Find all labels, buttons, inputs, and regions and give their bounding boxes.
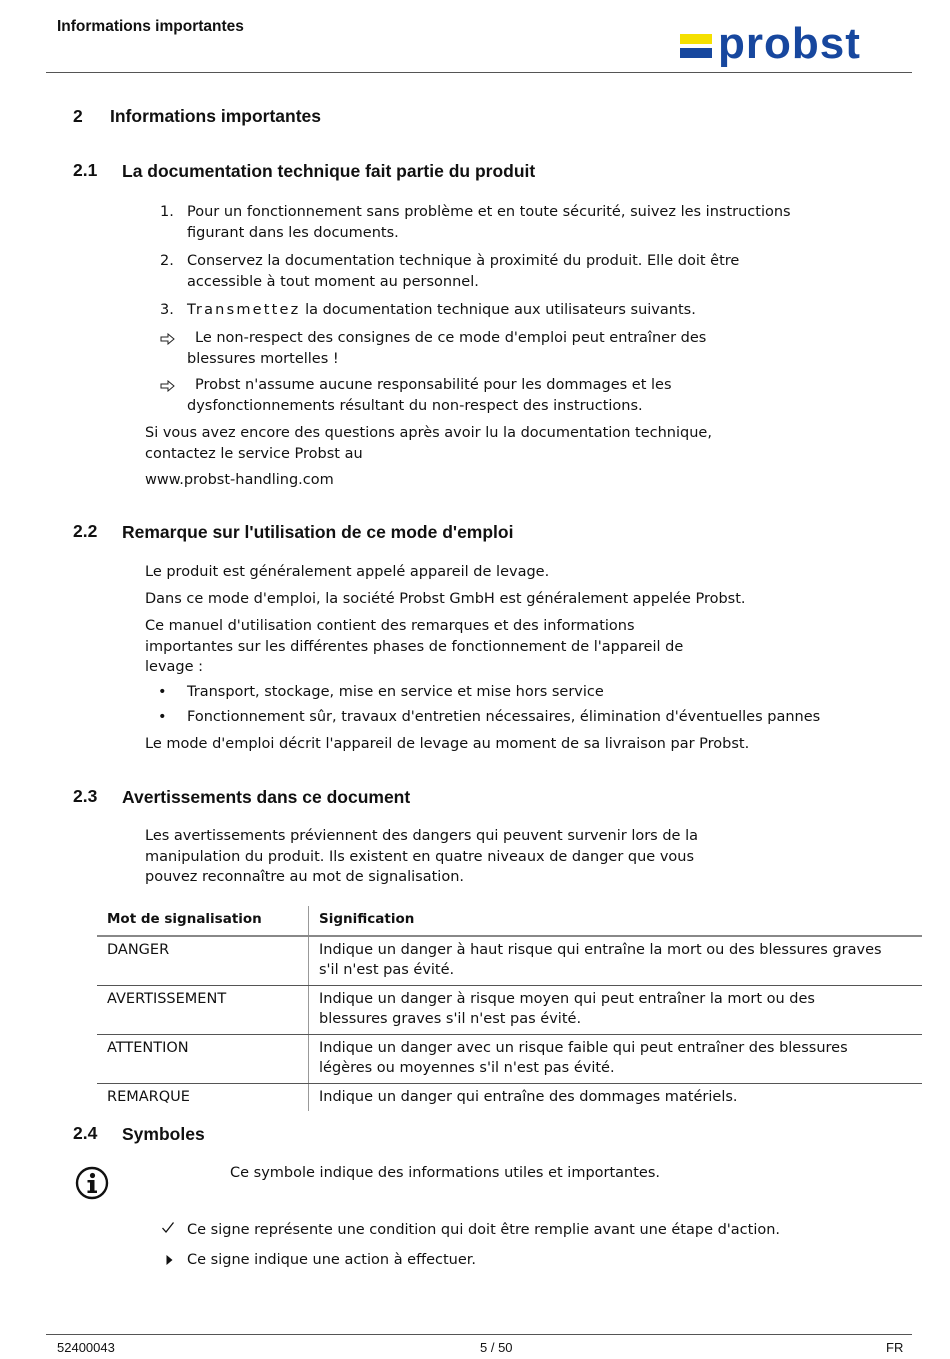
section-number: 2 (73, 106, 83, 126)
signal-word: REMARQUE (97, 1083, 309, 1111)
signal-meaning: Indique un danger à risque moyen qui peut entraîner la mort ou des blessures graves s'il n'est pas évité. (309, 985, 923, 1034)
signal-meaning: Indique un danger avec un risque faible qui peut entraîner des blessures légères ou moyennes s'il n'est pas évité. (309, 1034, 923, 1083)
arrow-right-outline-icon (160, 380, 176, 392)
s22-number: 2.2 (73, 521, 98, 541)
step-3-text: Transmettez la documentation technique aux utilisateurs suivants. (187, 302, 696, 318)
info-icon (74, 1166, 110, 1200)
s24-number: 2.4 (73, 1123, 98, 1143)
signal-word-table (97, 906, 922, 1111)
table-header-word: Mot de signalisation (97, 906, 309, 936)
language-code: FR (886, 1340, 904, 1355)
check-text: Ce signe représente une condition qui doit être remplie avant une étape d'action. (187, 1222, 781, 1238)
bullet-2: Fonctionnement sûr, travaux d'entretien nécessaires, élimination d'éventuelles pannes (187, 709, 821, 725)
s24-title: Symboles (122, 1124, 205, 1144)
s22-p4: Le mode d'emploi décrit l'appareil de levage au moment de sa livraison par Probst. (145, 736, 750, 752)
s23-number: 2.3 (73, 786, 98, 806)
brand-wordmark: probst (718, 24, 861, 68)
s22-p1: Le produit est généralement appelé appareil de levage. (145, 564, 550, 580)
checkmark-icon (161, 1221, 175, 1234)
contact-text: Si vous avez encore des questions après avoir lu la documentation technique, contactez le service Probst au (145, 425, 712, 462)
signal-meaning: Indique un danger à haut risque qui entraîne la mort ou des blessures graves s'il n'est pas évité. (309, 936, 923, 986)
table-header-meaning: Signification (309, 906, 923, 936)
step-3-lead: Transmettez (187, 302, 301, 318)
step-3-number: 3. (160, 302, 174, 318)
s21-number: 2.1 (73, 160, 98, 180)
step-1-text: Pour un fonctionnement sans problème et en toute sécurité, suivez les instructions figurant dans les documents. (187, 204, 791, 241)
info-text: Ce symbole indique des informations utiles et importantes. (230, 1165, 661, 1181)
signal-word: ATTENTION (97, 1034, 309, 1083)
header-title: Informations importantes (57, 18, 244, 35)
step-1-number: 1. (160, 204, 174, 220)
s22-title: Remarque sur l'utilisation de ce mode d'emploi (122, 522, 514, 542)
signal-word: AVERTISSEMENT (97, 985, 309, 1034)
bullet-1: Transport, stockage, mise en service et mise hors service (187, 684, 604, 700)
triangle-right-icon (165, 1254, 174, 1266)
s23-intro: Les avertissements préviennent des dangers qui peuvent survenir lors de la manipulation du produit. Ils existent en quatre niveaux de danger que vous pouvez reconnaître au mot de signalisation. (145, 828, 698, 885)
result-2-text: Probst n'assume aucune responsabilité pour les dommages et les dysfonctionnements résultant du non-respect des instructions. (187, 377, 672, 414)
footer-rule (46, 1334, 912, 1335)
s22-p3: Ce manuel d'utilisation contient des remarques et des informations importantes sur les différentes phases de fonctionnement de l'appareil de levage : (145, 618, 684, 675)
signal-meaning: Indique un danger qui entraîne des dommages matériels. (319, 1088, 738, 1105)
step-2-text: Conservez la documentation technique à proximité du produit. Elle doit être accessible à tout moment au personnel. (187, 253, 740, 290)
page-number: 5 / 50 (480, 1340, 513, 1355)
table-row (97, 936, 922, 986)
arrow-right-outline-icon (160, 333, 176, 345)
table-row (97, 1083, 922, 1111)
table-row (97, 1034, 922, 1083)
probst-logo (680, 24, 905, 70)
bullet-dot: • (158, 709, 167, 725)
s21-title: La documentation technique fait partie du produit (122, 161, 536, 181)
s23-title: Avertissements dans ce document (122, 787, 411, 807)
table-row (97, 985, 922, 1034)
result-1-text: Le non-respect des consignes de ce mode d'emploi peut entraîner des blessures mortelles ! (187, 330, 707, 367)
step-2-number: 2. (160, 253, 174, 269)
action-text: Ce signe indique une action à effectuer. (187, 1252, 477, 1268)
section-title: Informations importantes (110, 106, 321, 126)
bullet-dot: • (158, 684, 167, 700)
website-link[interactable]: www.probst-handling.com (145, 472, 334, 488)
s22-p2: Dans ce mode d'emploi, la société Probst GmbH est généralement appelée Probst. (145, 591, 746, 607)
signal-word: DANGER (97, 936, 309, 986)
table-header-row (97, 906, 922, 936)
header-rule (46, 72, 912, 73)
doc-number: 52400043 (57, 1340, 115, 1355)
